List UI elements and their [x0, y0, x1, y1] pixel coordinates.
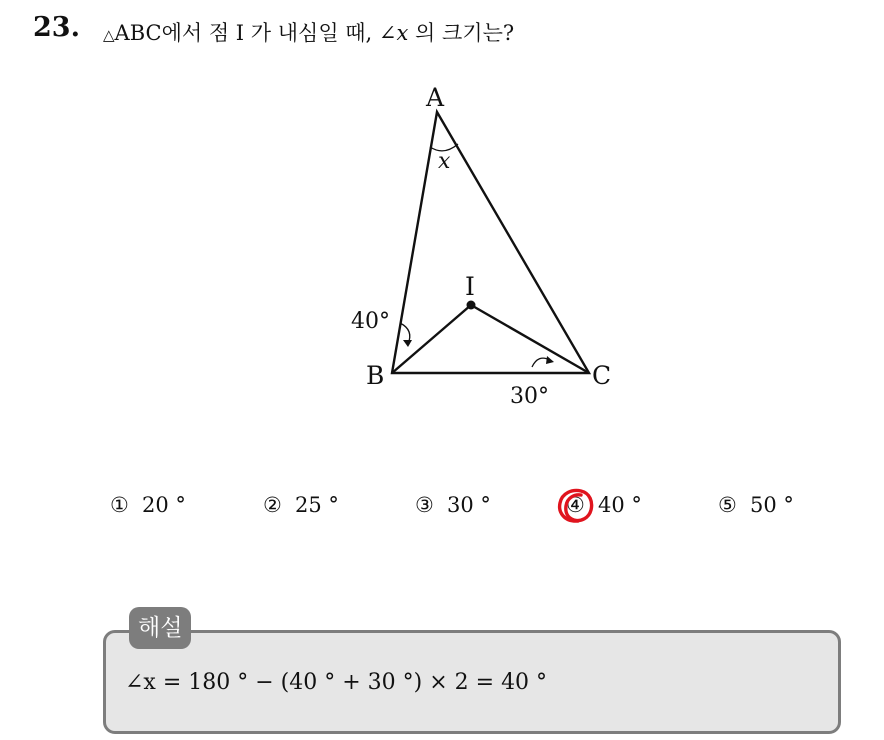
- choice-mark: ③: [415, 493, 434, 517]
- explanation-tab: 해설: [129, 607, 191, 649]
- question-text-tail: 의 크기는?: [408, 21, 515, 45]
- question-text-main: ABC에서 점 I 가 내심일 때,: [114, 21, 379, 45]
- angle-variable: x: [396, 21, 409, 45]
- choice-value: 25 °: [295, 493, 339, 517]
- triangle-symbol: △: [103, 26, 115, 44]
- angle-symbol: ∠: [378, 21, 397, 45]
- angle-label-x: x: [438, 149, 451, 174]
- choice-1[interactable]: [110, 493, 186, 517]
- choice-value: 50 °: [750, 493, 794, 517]
- choice-5[interactable]: [718, 493, 794, 517]
- choice-value: 30 °: [447, 493, 491, 517]
- choice-mark: ④: [566, 493, 585, 517]
- vertex-label-c: C: [592, 361, 612, 390]
- question-number: 23.: [33, 12, 80, 43]
- vertex-label-a: A: [426, 83, 445, 112]
- angle-label-c: 30°: [510, 384, 549, 409]
- choice-mark: ⑤: [718, 493, 737, 517]
- triangle-abc: [392, 112, 589, 373]
- incenter-label-i: I: [465, 272, 475, 301]
- incenter-point: [467, 301, 476, 310]
- angle-arrow-c-head: [546, 356, 554, 364]
- vertex-label-b: B: [366, 361, 385, 390]
- choice-mark: ①: [110, 493, 129, 517]
- answer-choices: [0, 493, 884, 533]
- choice-2[interactable]: [263, 493, 339, 517]
- segment-ci: [471, 305, 589, 373]
- selected-answer-circle: [556, 486, 596, 526]
- choice-mark: ②: [263, 493, 282, 517]
- angle-arrow-b-head: [403, 340, 412, 347]
- choice-3[interactable]: [415, 493, 491, 517]
- segment-bi: [392, 305, 471, 373]
- choice-value: 40 °: [598, 493, 642, 517]
- explanation-formula: ∠x = 180 ° − (40 ° + 30 °) × 2 = 40 °: [125, 670, 548, 695]
- angle-label-b: 40°: [351, 309, 390, 334]
- choice-value: 20 °: [142, 493, 186, 517]
